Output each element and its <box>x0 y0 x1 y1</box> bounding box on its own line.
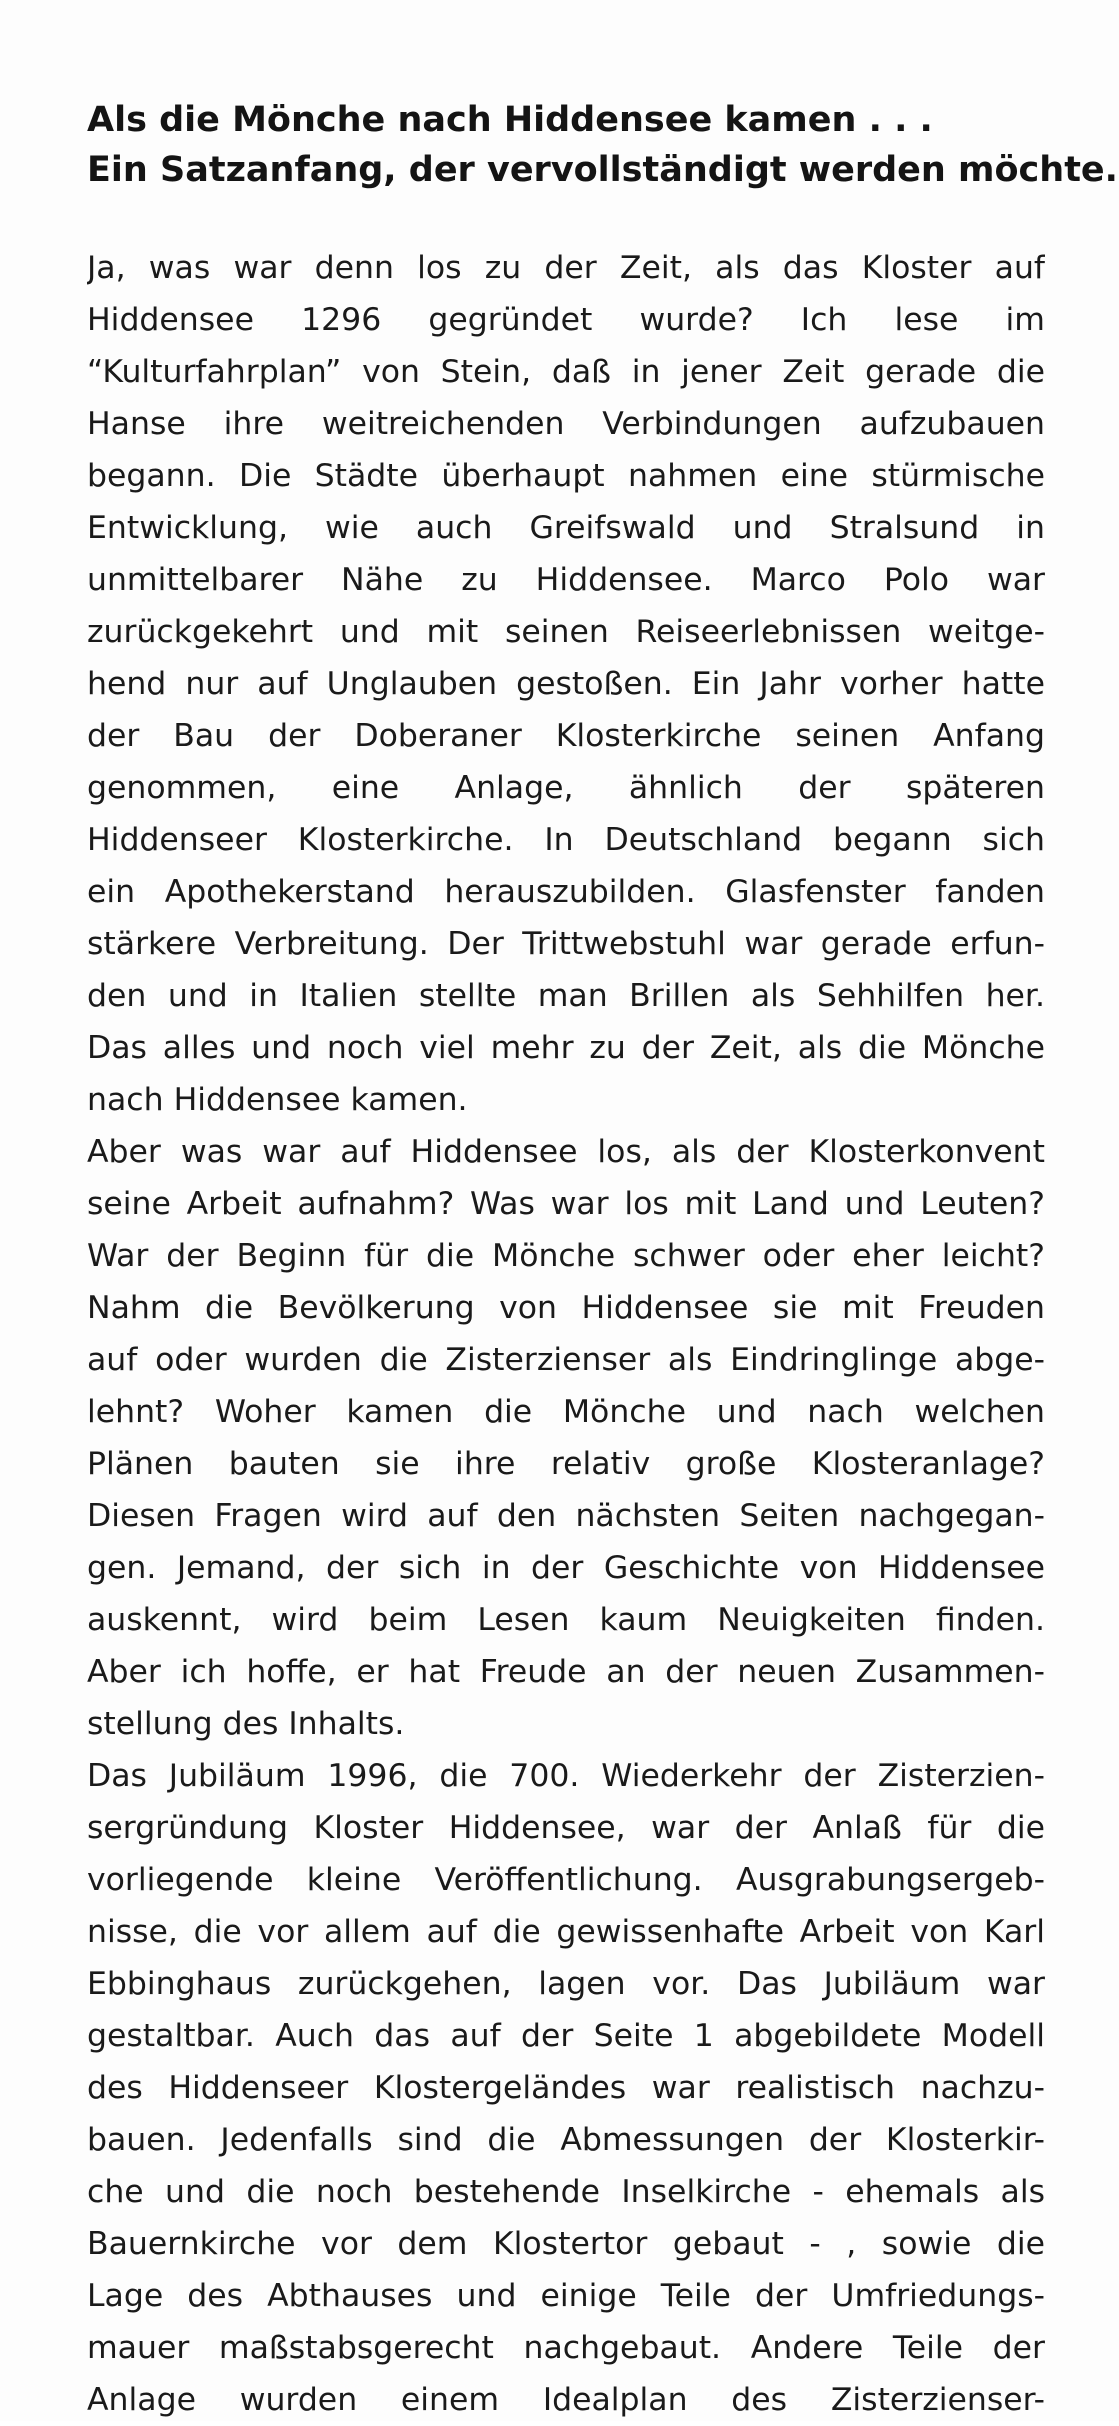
text-line: auskennt, wird beim Lesen kaum Neuigkeiten finden. <box>87 1602 1045 1638</box>
text-line: Entwicklung, wie auch Greifswald und Stralsund in <box>87 510 1045 546</box>
text-line: genommen, eine Anlage, ähnlich der späteren <box>87 770 1045 806</box>
text-line: “Kulturfahrplan” von Stein, daß in jener Zeit gerade die <box>87 354 1045 390</box>
page-heading <box>87 95 1118 195</box>
text-line: den und in Italien stellte man Brillen als Sehhilfen her. <box>87 978 1045 1014</box>
text-line: War der Beginn für die Mönche schwer oder eher leicht? <box>87 1238 1045 1274</box>
text-line: Nahm die Bevölkerung von Hiddensee sie mit Freuden <box>87 1290 1045 1326</box>
text-line: Aber ich hoffe, er hat Freude an der neuen Zusammen- <box>87 1654 1045 1690</box>
text-line: ein Apothekerstand herauszubilden. Glasfenster fanden <box>87 874 1045 910</box>
text-line: Ja, was war denn los zu der Zeit, als das Kloster auf <box>87 250 1045 286</box>
text-line: Ebbinghaus zurückgehen, lagen vor. Das Jubiläum war <box>87 1966 1045 2002</box>
text-line: Bauernkirche vor dem Klostertor gebaut - , sowie die <box>87 2226 1045 2262</box>
text-line: Hiddenseer Klosterkirche. In Deutschland begann sich <box>87 822 1045 858</box>
text-line: gen. Jemand, der sich in der Geschichte von Hiddensee <box>87 1550 1045 1586</box>
text-line: sergründung Kloster Hiddensee, war der Anlaß für die <box>87 1810 1045 1846</box>
body-text <box>87 242 1045 2426</box>
text-line: vorliegende kleine Veröffentlichung. Ausgrabungsergeb- <box>87 1862 1045 1898</box>
text-line: che und die noch bestehende Inselkirche - ehemals als <box>87 2174 1045 2210</box>
text-line: Lage des Abthauses und einige Teile der Umfriedungs- <box>87 2278 1045 2314</box>
heading-line: Als die Mönche nach Hiddensee kamen . . . <box>87 100 933 140</box>
text-line: Anlage wurden einem Idealplan des Zisterzienser- <box>87 2382 1045 2418</box>
text-line: begann. Die Städte überhaupt nahmen eine stürmische <box>87 458 1045 494</box>
text-line: nach Hiddensee kamen. <box>87 1082 468 1118</box>
text-line: auf oder wurden die Zisterzienser als Eindringlinge abge- <box>87 1342 1045 1378</box>
text-line: Plänen bauten sie ihre relativ große Klosteranlage? <box>87 1446 1045 1482</box>
text-line: Hanse ihre weitreichenden Verbindungen aufzubauen <box>87 406 1045 442</box>
heading-line: Ein Satzanfang, der vervollständigt werden möchte. <box>87 150 1118 190</box>
text-line: Diesen Fragen wird auf den nächsten Seiten nachgegan- <box>87 1498 1045 1534</box>
text-line: der Bau der Doberaner Klosterkirche seinen Anfang <box>87 718 1045 754</box>
text-line: zurückgekehrt und mit seinen Reiseerlebnissen weitge- <box>87 614 1045 650</box>
text-line: stärkere Verbreitung. Der Trittwebstuhl war gerade erfun- <box>87 926 1045 962</box>
text-line: seine Arbeit aufnahm? Was war los mit Land und Leuten? <box>87 1186 1045 1222</box>
text-line: lehnt? Woher kamen die Mönche und nach welchen <box>87 1394 1045 1430</box>
text-line: Das Jubiläum 1996, die 700. Wiederkehr der Zisterzien- <box>87 1758 1045 1794</box>
text-line: gestaltbar. Auch das auf der Seite 1 abgebildete Modell <box>87 2018 1045 2054</box>
text-line: mauer maßstabsgerecht nachgebaut. Andere Teile der <box>87 2330 1045 2366</box>
text-line: unmittelbarer Nähe zu Hiddensee. Marco Polo war <box>87 562 1045 598</box>
text-line: nisse, die vor allem auf die gewissenhafte Arbeit von Karl <box>87 1914 1045 1950</box>
text-line: Aber was war auf Hiddensee los, als der Klosterkonvent <box>87 1134 1045 1170</box>
text-line: hend nur auf Unglauben gestoßen. Ein Jahr vorher hatte <box>87 666 1045 702</box>
text-line: Das alles und noch viel mehr zu der Zeit, als die Mönche <box>87 1030 1045 1066</box>
text-line: Hiddensee 1296 gegründet wurde? Ich lese im <box>87 302 1045 338</box>
text-line: des Hiddenseer Klostergeländes war realistisch nachzu- <box>87 2070 1045 2106</box>
text-line: bauen. Jedenfalls sind die Abmessungen der Klosterkir- <box>87 2122 1045 2158</box>
text-line: stellung des Inhalts. <box>87 1706 405 1742</box>
